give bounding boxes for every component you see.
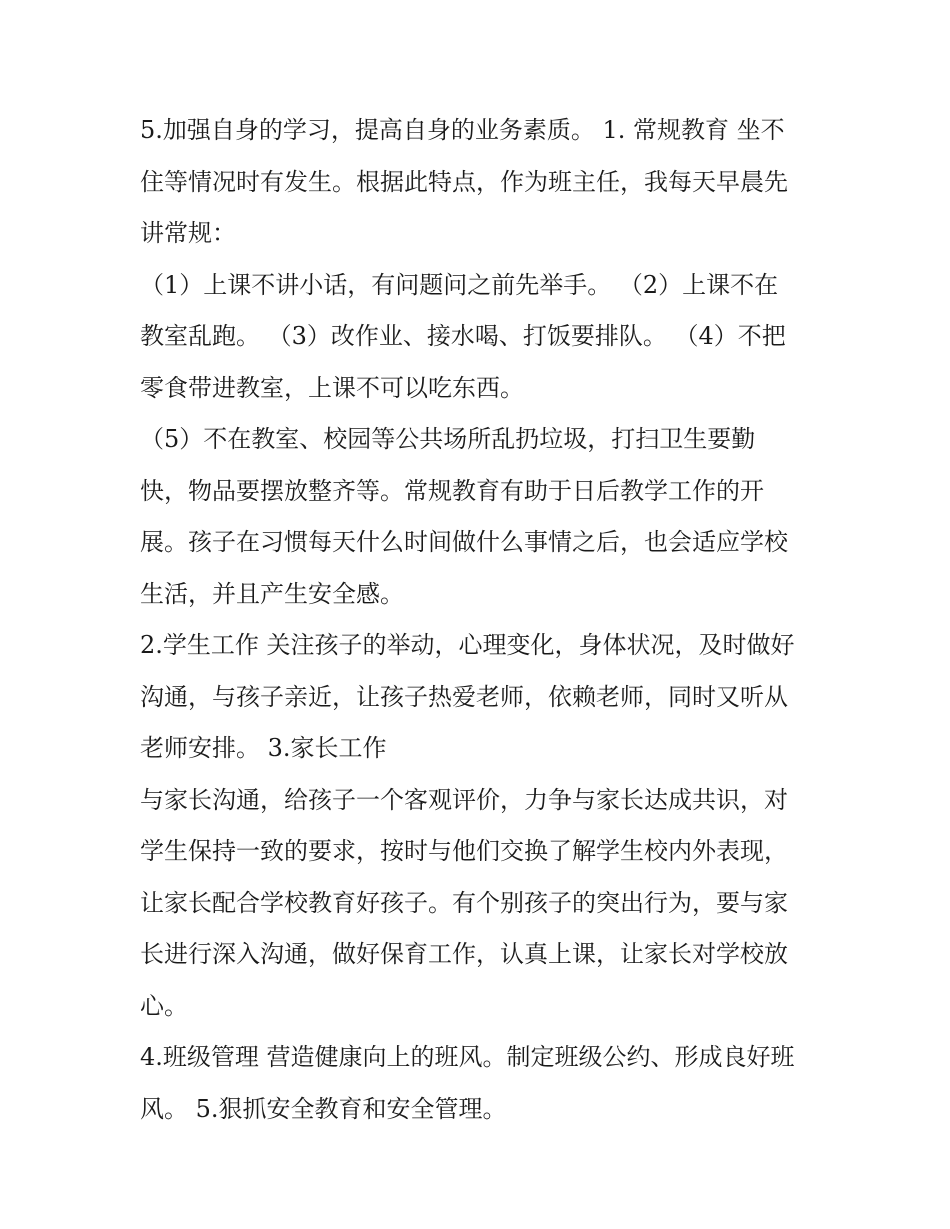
text-line: 长进行深入沟通，做好保育工作，认真上课，让家长对学校放 <box>140 940 788 968</box>
document-body <box>140 105 820 1135</box>
text-line: （5）不在教室、校园等公共场所乱扔垃圾，打扫卫生要勤 <box>140 425 756 453</box>
text-line: 快，物品要摆放整齐等。常规教育有助于日后教学工作的开 <box>140 476 764 505</box>
text-line: 生活，并且产生安全感。 <box>140 579 404 608</box>
text-line: 住等情况时有发生。根据此特点，作为班主任，我每天早晨先 <box>140 167 788 196</box>
text-line: 与家长沟通，给孩子一个客观评价，力争与家长达成共识，对 <box>140 785 788 814</box>
text-line: （1）上课不讲小话，有问题问之前先举手。 （2）上课不在 <box>140 270 779 299</box>
text-line: 2.学生工作 关注孩子的举动，心理变化，身体状况，及时做好 <box>140 631 795 659</box>
text-line: 5.加强自身的学习，提高自身的业务素质。 1. 常规教育 坐不 <box>140 116 785 144</box>
text-line: 展。孩子在习惯每天什么时间做什么事情之后，也会适应学校 <box>140 528 788 556</box>
text-line: 沟通，与孩子亲近，让孩子热爱老师，依赖老师，同时又听从 <box>140 682 788 711</box>
text-line: 讲常规： <box>140 219 236 247</box>
text-line: 学生保持一致的要求，按时与他们交换了解学生校内外表现， <box>140 837 788 865</box>
text-line: 让家长配合学校教育好孩子。有个别孩子的突出行为，要与家 <box>140 888 788 917</box>
text-line: 心。 <box>140 991 188 1020</box>
text-line: 4.班级管理 营造健康向上的班风。制定班级公约、形成良好班 <box>140 1043 795 1071</box>
text-line: 零食带进教室，上课不可以吃东西。 <box>140 373 524 402</box>
text-line: 风。 5.狠抓安全教育和安全管理。 <box>140 1094 507 1123</box>
text-line: 教室乱跑。 （3）改作业、接水喝、打饭要排队。 （4）不把 <box>140 322 786 350</box>
text-line: 老师安排。 3.家长工作 <box>140 734 387 762</box>
